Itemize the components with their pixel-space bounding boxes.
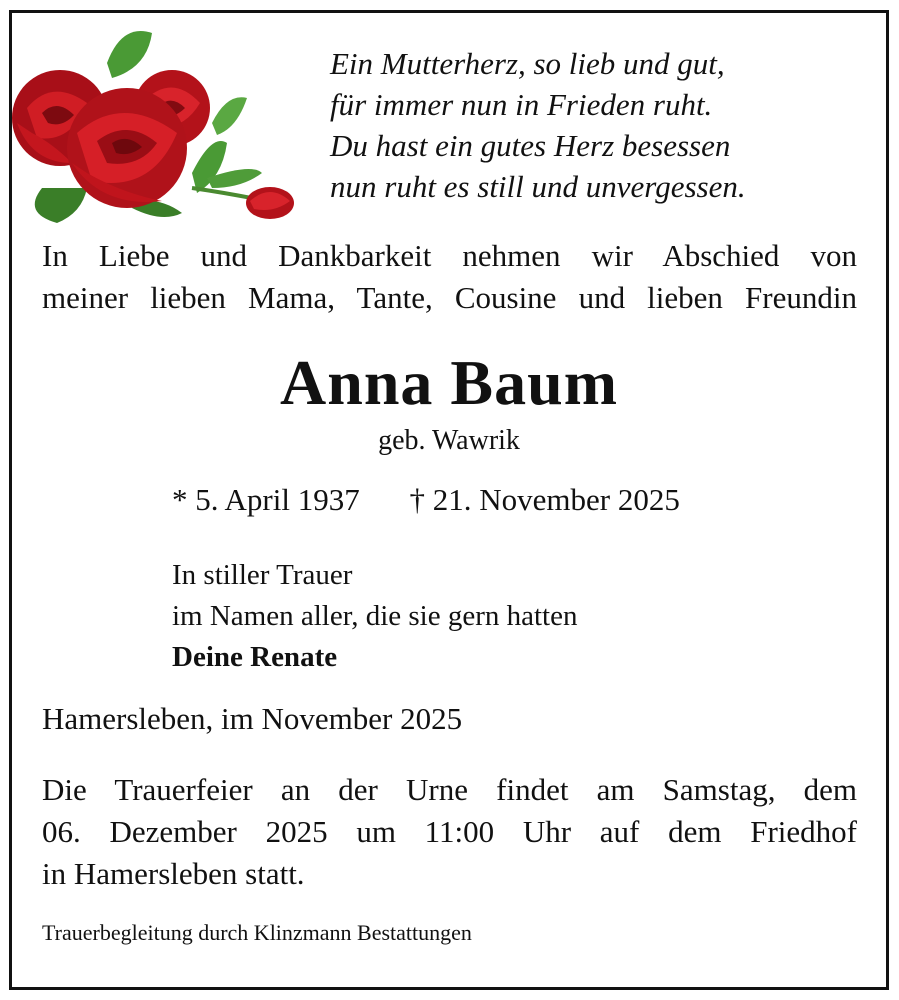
birth-date: * 5. April 1937	[172, 482, 360, 517]
place-date: Hamersleben, im November 2025	[42, 701, 463, 736]
intro-line: In Liebe und Dankbarkeit nehmen wir Abschied von	[42, 238, 857, 273]
undertaker-credit: Trauerbegleitung durch Klinzmann Bestattungen	[42, 920, 472, 945]
maiden-name: geb. Wawrik	[378, 425, 520, 456]
mourning-line: In stiller Trauer	[172, 559, 353, 591]
poem-line: nun ruht es still und unvergessen.	[330, 169, 746, 204]
obituary-notice	[9, 10, 889, 990]
mourning-block	[172, 555, 732, 678]
poem-line: für immer nun in Frieden ruht.	[330, 87, 713, 122]
red-roses-icon	[12, 23, 302, 223]
poem	[330, 43, 850, 207]
ceremony-line: 06. Dezember 2025 um 11:00 Uhr auf dem Friedhof	[42, 814, 857, 849]
ceremony-line: Die Trauerfeier an der Urne findet am Samstag, dem	[42, 772, 857, 807]
ceremony-text	[42, 769, 857, 895]
mourning-line: im Namen aller, die sie gern hatten	[172, 600, 578, 632]
ceremony-line: in Hamersleben statt.	[42, 856, 305, 891]
poem-line: Ein Mutterherz, so lieb und gut,	[330, 46, 725, 81]
intro-line: meiner lieben Mama, Tante, Cousine und lieben Freundin	[42, 280, 857, 315]
life-dates	[172, 480, 792, 520]
death-date: † 21. November 2025	[409, 482, 680, 517]
deceased-name: Anna Baum	[280, 347, 618, 418]
signer-name: Deine Renate	[172, 641, 338, 673]
poem-line: Du hast ein gutes Herz besessen	[330, 128, 731, 163]
intro-text	[42, 235, 857, 319]
